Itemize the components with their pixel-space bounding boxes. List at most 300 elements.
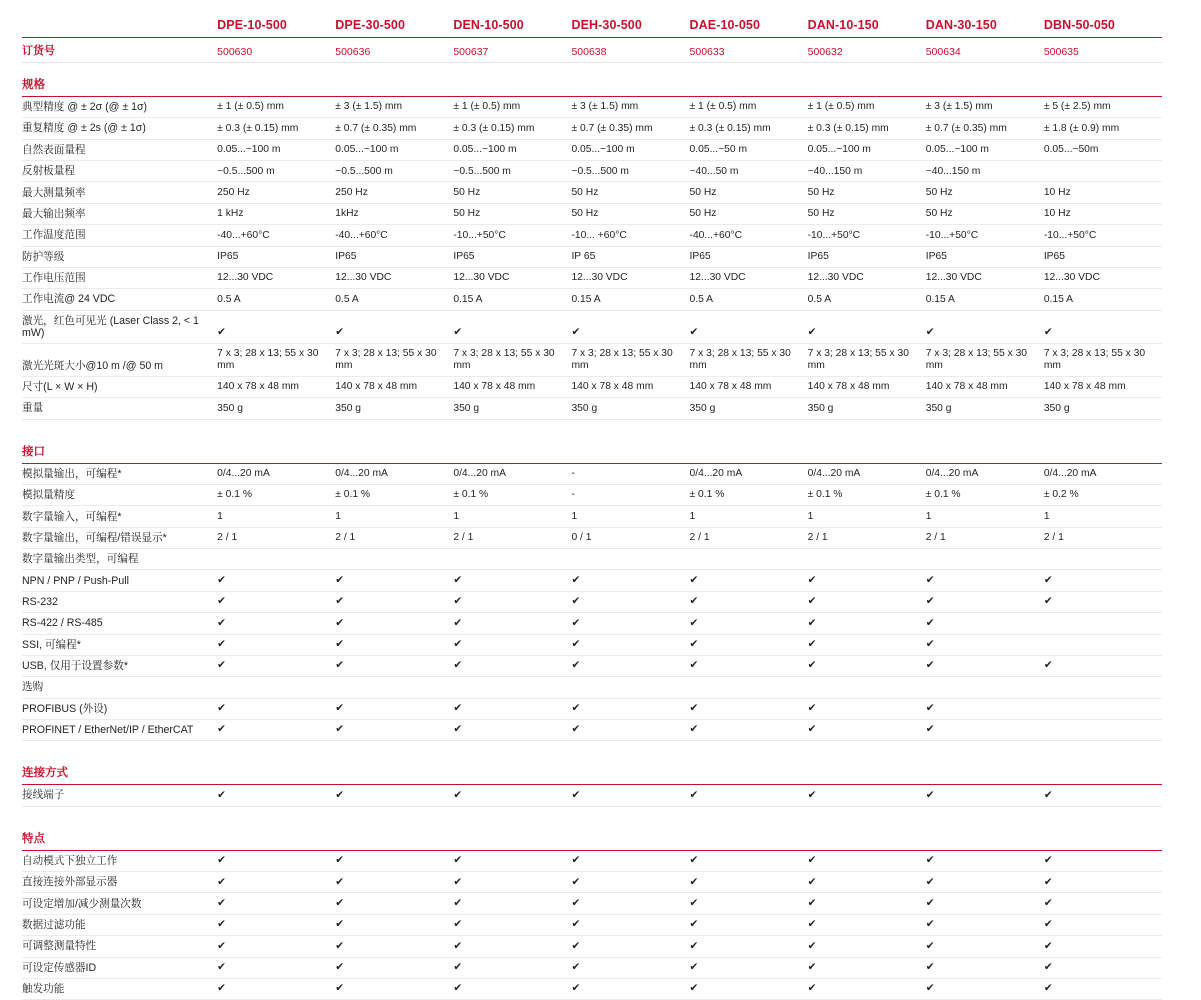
spec-row-value [808,549,926,570]
spec-row-value: ~0.5...500 m [453,161,571,182]
spec-row [22,289,1162,310]
spec-row-value: 1 [926,506,1044,527]
spec-row-value: -10...+50°C [808,225,926,246]
check-mark-icon: ✔ [808,785,926,806]
spec-row [22,850,1162,871]
check-mark-icon: ✔ [335,591,453,612]
order-number-value: 500635 [1044,38,1162,63]
check-mark-icon: ✔ [808,850,926,871]
spec-row-value: 250 Hz [217,182,335,203]
spec-row-value [1044,161,1162,182]
check-mark-icon: ✔ [335,310,453,344]
spec-row-value: 7 x 3; 28 x 13; 55 x 30 mm [690,344,808,377]
spec-row-value: ± 0.7 (± 0.35) mm [926,118,1044,139]
section-header-row [22,817,1162,851]
order-number-value: 500638 [571,38,689,63]
spec-row-value: ~40...150 m [808,161,926,182]
spec-row-value: ± 0.1 % [926,485,1044,506]
spec-row-value: 140 x 78 x 48 mm [926,376,1044,397]
check-mark-icon: ✔ [690,613,808,634]
spec-row-label: 激光光斑大小@10 m /@ 50 m [22,344,217,377]
check-mark-icon: ✔ [335,570,453,591]
check-mark-icon: ✔ [571,698,689,719]
table-body [22,63,1162,1000]
spec-row-value: 0.15 A [926,289,1044,310]
check-mark-icon: ✔ [1044,978,1162,999]
check-mark-icon: ✔ [453,936,571,957]
check-mark-icon: ✔ [571,785,689,806]
spec-row-value [1044,677,1162,698]
spec-row-value: 140 x 78 x 48 mm [1044,376,1162,397]
check-mark-icon: ✔ [453,698,571,719]
spec-row-value: 140 x 78 x 48 mm [453,376,571,397]
section-header-row [22,430,1162,464]
spec-row-label: 直接连接外部显示器 [22,872,217,893]
spec-row-value: 50 Hz [926,203,1044,224]
check-mark-icon: ✔ [808,978,926,999]
spec-row-value [1044,698,1162,719]
check-mark-icon: ✔ [335,655,453,676]
spec-row [22,698,1162,719]
check-mark-icon: ✔ [808,914,926,935]
check-mark-icon: ✔ [335,978,453,999]
spec-row-value: 140 x 78 x 48 mm [690,376,808,397]
order-number-value: 500630 [217,38,335,63]
spec-row-label: 数据过滤功能 [22,914,217,935]
spec-row-value: 0.05...~100 m [571,139,689,160]
check-mark-icon: ✔ [690,785,808,806]
spec-row [22,527,1162,548]
spec-row-value: 0.05...~100 m [335,139,453,160]
spec-row [22,677,1162,698]
section-header-cell [22,817,1162,851]
spec-row-value: 0/4...20 mA [690,463,808,484]
model-column-header: DPE-10-500 [217,18,335,38]
check-mark-icon: ✔ [690,936,808,957]
spec-row-value: 0.05...~100 m [808,139,926,160]
check-mark-icon: ✔ [335,957,453,978]
check-mark-icon: ✔ [1044,936,1162,957]
spec-row-value [217,549,335,570]
spec-row-label: 反射板量程 [22,161,217,182]
spec-row-value: ~0.5...500 m [571,161,689,182]
spec-row-value: 350 g [690,398,808,419]
spec-row-value: 0/4...20 mA [926,463,1044,484]
spec-row-value [335,677,453,698]
spec-row-value [1044,613,1162,634]
spec-row-label: 数字量输出类型，可编程 [22,549,217,570]
spec-row-value: 350 g [808,398,926,419]
spec-row-value: ± 0.3 (± 0.15) mm [453,118,571,139]
check-mark-icon: ✔ [571,957,689,978]
spec-row-value: 7 x 3; 28 x 13; 55 x 30 mm [1044,344,1162,377]
check-mark-icon: ✔ [453,850,571,871]
spec-row-label: PROFINET / EtherNet/IP / EtherCAT [22,720,217,741]
spec-row [22,310,1162,344]
spec-row-value: ± 0.3 (± 0.15) mm [690,118,808,139]
spec-row-label: 自然表面量程 [22,139,217,160]
spec-row [22,549,1162,570]
row-spacer-cell [22,741,1162,752]
model-column-header: DEN-10-500 [453,18,571,38]
check-mark-icon: ✔ [926,720,1044,741]
check-mark-icon: ✔ [335,872,453,893]
spec-row [22,118,1162,139]
spec-row [22,398,1162,419]
check-mark-icon: ✔ [217,570,335,591]
check-mark-icon: ✔ [690,310,808,344]
spec-row-value: 1 [335,506,453,527]
spec-row-label: 触发功能 [22,978,217,999]
spec-row-value: 12...30 VDC [808,267,926,288]
order-number-value: 500634 [926,38,1044,63]
spec-row-value: 0.05...~100 m [926,139,1044,160]
model-column-header: DEH-30-500 [571,18,689,38]
spec-row-value: 0/4...20 mA [217,463,335,484]
check-mark-icon: ✔ [335,850,453,871]
check-mark-icon: ✔ [217,978,335,999]
row-spacer-cell [22,419,1162,430]
check-mark-icon: ✔ [571,978,689,999]
spec-row-value [1044,720,1162,741]
spec-row-label: 重复精度 @ ± 2s (@ ± 1σ) [22,118,217,139]
spec-row [22,893,1162,914]
spec-row-value: ± 0.2 % [1044,485,1162,506]
spec-row [22,914,1162,935]
spec-row-value: 1 [453,506,571,527]
spec-row-value: -10...+50°C [926,225,1044,246]
check-mark-icon: ✔ [690,655,808,676]
spec-row-value: ~0.5...500 m [335,161,453,182]
spec-row-value: 2 / 1 [926,527,1044,548]
spec-row-value: IP65 [926,246,1044,267]
section-header-row [22,63,1162,97]
check-mark-icon: ✔ [808,698,926,719]
check-mark-icon: ✔ [571,720,689,741]
check-mark-icon: ✔ [808,310,926,344]
spec-row-value: 12...30 VDC [217,267,335,288]
spec-row-value: ± 0.1 % [808,485,926,506]
spec-row-value: 0.5 A [217,289,335,310]
check-mark-icon: ✔ [453,591,571,612]
order-number-value: 500632 [808,38,926,63]
check-mark-icon: ✔ [217,872,335,893]
section-title: 规格 [22,79,45,91]
spec-row-value: 12...30 VDC [1044,267,1162,288]
check-mark-icon: ✔ [926,785,1044,806]
check-mark-icon: ✔ [571,936,689,957]
check-mark-icon: ✔ [217,785,335,806]
spec-row [22,655,1162,676]
spec-row [22,139,1162,160]
check-mark-icon: ✔ [926,570,1044,591]
check-mark-icon: ✔ [1044,850,1162,871]
spec-row-value: ~0.5...500 m [217,161,335,182]
check-mark-icon: ✔ [453,914,571,935]
spec-row [22,936,1162,957]
spec-row-label: 防护等级 [22,246,217,267]
spec-row-value: 1 kHz [217,203,335,224]
check-mark-icon: ✔ [926,634,1044,655]
order-number-value: 500637 [453,38,571,63]
check-mark-icon: ✔ [926,893,1044,914]
spec-row-value: IP65 [808,246,926,267]
spec-row-value: -10...+50°C [453,225,571,246]
check-mark-icon: ✔ [571,570,689,591]
check-mark-icon: ✔ [1044,872,1162,893]
spec-row-value: 50 Hz [926,182,1044,203]
check-mark-icon: ✔ [808,936,926,957]
spec-row-value [571,677,689,698]
check-mark-icon: ✔ [926,591,1044,612]
spec-row-value: 1 [690,506,808,527]
check-mark-icon: ✔ [808,591,926,612]
check-mark-icon: ✔ [335,785,453,806]
spec-row-label: 数字量输出，可编程/错误显示* [22,527,217,548]
spec-row-value: ± 1 (± 0.5) mm [453,97,571,118]
spec-row-value: 7 x 3; 28 x 13; 55 x 30 mm [335,344,453,377]
spec-row-value [1044,549,1162,570]
spec-sheet [0,18,1201,995]
spec-row-label: 选购 [22,677,217,698]
spec-row-value: ~40...150 m [926,161,1044,182]
check-mark-icon: ✔ [926,936,1044,957]
spec-row-value: ± 0.7 (± 0.35) mm [571,118,689,139]
spec-row-value: 0.5 A [808,289,926,310]
row-spacer [22,419,1162,430]
spec-row-value: 350 g [335,398,453,419]
spec-row-label: 自动模式下独立工作 [22,850,217,871]
spec-row [22,182,1162,203]
spec-row-label: USB, 仅用于设置参数* [22,655,217,676]
spec-row-value: 2 / 1 [217,527,335,548]
spec-row-value: ± 3 (± 1.5) mm [335,97,453,118]
spec-row-value: 0/4...20 mA [453,463,571,484]
spec-row [22,634,1162,655]
spec-row-value [453,677,571,698]
spec-row-label: 工作电流@ 24 VDC [22,289,217,310]
check-mark-icon: ✔ [690,634,808,655]
model-header-row [22,18,1162,38]
spec-row-value: 350 g [453,398,571,419]
spec-row-value: 7 x 3; 28 x 13; 55 x 30 mm [453,344,571,377]
spec-row-value: 50 Hz [690,182,808,203]
check-mark-icon: ✔ [690,978,808,999]
check-mark-icon: ✔ [690,591,808,612]
spec-row-value: 140 x 78 x 48 mm [571,376,689,397]
check-mark-icon: ✔ [453,978,571,999]
order-number-label: 订货号 [22,38,217,63]
section-header-cell [22,63,1162,97]
check-mark-icon: ✔ [571,850,689,871]
spec-row-value [335,549,453,570]
check-mark-icon: ✔ [217,720,335,741]
spec-row-value: 0.05...~100 m [217,139,335,160]
section-header-cell [22,430,1162,464]
spec-row-value: IP65 [453,246,571,267]
check-mark-icon: ✔ [1044,785,1162,806]
check-mark-icon: ✔ [1044,310,1162,344]
spec-row-label: 尺寸(L × W × H) [22,376,217,397]
spec-row [22,376,1162,397]
spec-row-label: 模拟量精度 [22,485,217,506]
check-mark-icon: ✔ [453,872,571,893]
spec-row-label: 重量 [22,398,217,419]
check-mark-icon: ✔ [217,634,335,655]
spec-row-value: 50 Hz [571,203,689,224]
spec-row-value: ± 5 (± 2.5) mm [1044,97,1162,118]
order-number-value: 500636 [335,38,453,63]
spec-row-value: -40...+60°C [217,225,335,246]
spec-row-value: 2 / 1 [453,527,571,548]
check-mark-icon: ✔ [217,936,335,957]
row-spacer-cell [22,806,1162,817]
check-mark-icon: ✔ [217,957,335,978]
spec-row-value [690,677,808,698]
check-mark-icon: ✔ [808,634,926,655]
spec-row-value: ± 1 (± 0.5) mm [217,97,335,118]
check-mark-icon: ✔ [571,914,689,935]
check-mark-icon: ✔ [571,634,689,655]
spec-row-label: 可调整测量特性 [22,936,217,957]
check-mark-icon: ✔ [217,914,335,935]
check-mark-icon: ✔ [217,850,335,871]
spec-row-value [217,677,335,698]
spec-row-value: ± 0.1 % [217,485,335,506]
check-mark-icon: ✔ [571,591,689,612]
check-mark-icon: ✔ [1044,914,1162,935]
check-mark-icon: ✔ [571,613,689,634]
spec-row [22,161,1162,182]
spec-row-value: -40...+60°C [690,225,808,246]
spec-row-value: 12...30 VDC [926,267,1044,288]
spec-row [22,872,1162,893]
spec-row [22,485,1162,506]
check-mark-icon: ✔ [1044,893,1162,914]
spec-row-value: 50 Hz [808,203,926,224]
check-mark-icon: ✔ [335,698,453,719]
check-mark-icon: ✔ [808,957,926,978]
check-mark-icon: ✔ [453,893,571,914]
model-column-header: DAN-30-150 [926,18,1044,38]
spec-row [22,97,1162,118]
spec-row-value: - [571,485,689,506]
spec-row-value: ± 0.3 (± 0.15) mm [217,118,335,139]
spec-row [22,591,1162,612]
check-mark-icon: ✔ [571,310,689,344]
spec-row-value: ~40...50 m [690,161,808,182]
check-mark-icon: ✔ [217,613,335,634]
spec-row-value: ± 3 (± 1.5) mm [926,97,1044,118]
spec-row-value: 0.15 A [1044,289,1162,310]
spec-row-value: ± 3 (± 1.5) mm [571,97,689,118]
check-mark-icon: ✔ [690,850,808,871]
spec-row-value [926,677,1044,698]
spec-row [22,957,1162,978]
check-mark-icon: ✔ [335,720,453,741]
spec-row-value: ± 0.7 (± 0.35) mm [335,118,453,139]
spec-row-value: - [571,463,689,484]
check-mark-icon: ✔ [926,872,1044,893]
section-title: 接口 [22,445,45,458]
spec-row-label: 最大输出频率 [22,203,217,224]
check-mark-icon: ✔ [926,914,1044,935]
spec-row-label: RS-232 [22,591,217,612]
spec-row-value: 0.05...~100 m [453,139,571,160]
spec-row-value: 0.15 A [453,289,571,310]
spec-row-value: 2 / 1 [690,527,808,548]
check-mark-icon: ✔ [217,310,335,344]
spec-row-value [690,549,808,570]
check-mark-icon: ✔ [690,957,808,978]
check-mark-icon: ✔ [335,893,453,914]
spec-row-value: 0.5 A [335,289,453,310]
check-mark-icon: ✔ [571,655,689,676]
spec-row-label: 可设定传感器ID [22,957,217,978]
check-mark-icon: ✔ [453,785,571,806]
row-spacer [22,741,1162,752]
spec-row [22,506,1162,527]
spec-row-value: -10... +60°C [571,225,689,246]
spec-row-label: 可设定增加/减少测量次数 [22,893,217,914]
check-mark-icon: ✔ [926,698,1044,719]
check-mark-icon: ✔ [453,655,571,676]
model-column-header: DPE-30-500 [335,18,453,38]
section-title: 连接方式 [22,767,68,780]
spec-row-value: IP 65 [571,246,689,267]
spec-row-value: ± 1 (± 0.5) mm [808,97,926,118]
spec-row-value: 50 Hz [808,182,926,203]
spec-row-value: 10 Hz [1044,182,1162,203]
spec-row-value: 2 / 1 [335,527,453,548]
spec-row-value: IP65 [217,246,335,267]
check-mark-icon: ✔ [690,720,808,741]
check-mark-icon: ✔ [217,698,335,719]
check-mark-icon: ✔ [926,613,1044,634]
spec-row-value [808,677,926,698]
table-header [22,18,1162,63]
spec-row [22,463,1162,484]
check-mark-icon: ✔ [926,850,1044,871]
spec-row-value: 140 x 78 x 48 mm [217,376,335,397]
spec-row-value: 1 [1044,506,1162,527]
spec-row-label: 工作温度范围 [22,225,217,246]
spec-row-value: 12...30 VDC [453,267,571,288]
spec-row [22,225,1162,246]
check-mark-icon: ✔ [808,655,926,676]
spec-row-value: 50 Hz [571,182,689,203]
spec-row-label: 模拟量输出，可编程* [22,463,217,484]
check-mark-icon: ✔ [335,914,453,935]
spec-row-value: 50 Hz [453,203,571,224]
spec-row-value: ± 0.1 % [335,485,453,506]
row-spacer [22,806,1162,817]
check-mark-icon: ✔ [1044,570,1162,591]
spec-row [22,978,1162,999]
spec-row-value: 50 Hz [690,203,808,224]
spec-row-value: 7 x 3; 28 x 13; 55 x 30 mm [926,344,1044,377]
spec-row-value: 0 / 1 [571,527,689,548]
spec-row [22,570,1162,591]
spec-row-value: 12...30 VDC [571,267,689,288]
check-mark-icon: ✔ [690,570,808,591]
check-mark-icon: ✔ [926,655,1044,676]
section-title: 特点 [22,832,45,845]
check-mark-icon: ✔ [1044,655,1162,676]
check-mark-icon: ✔ [808,570,926,591]
check-mark-icon: ✔ [217,655,335,676]
spec-row-value: 1 [571,506,689,527]
